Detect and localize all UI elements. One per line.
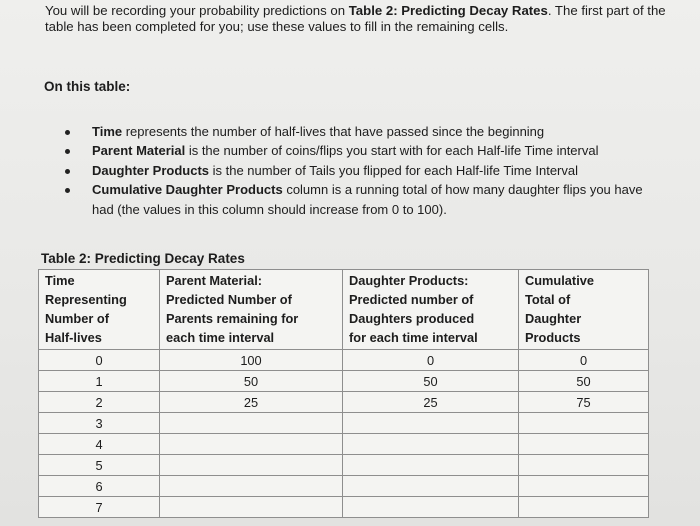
cell-daughter[interactable] [343, 413, 519, 434]
table-row [39, 434, 649, 455]
cell-cumulative[interactable]: 50 [519, 371, 649, 392]
bullet-term: Parent Material [92, 143, 186, 159]
table-row [39, 455, 649, 476]
header-daughter-products: Daughter Products: Predicted number of Daughters produced for each time interval [343, 270, 519, 350]
cell-parent[interactable] [160, 476, 343, 497]
table-row [39, 413, 649, 434]
cell-cumulative[interactable] [519, 434, 649, 455]
decay-rates-table [38, 269, 649, 518]
cell-parent[interactable]: 100 [160, 350, 343, 371]
table-row [39, 392, 649, 413]
bullet-icon [65, 188, 70, 193]
bullet-text: is the number of Tails you flipped for each Half-life Time Interval [209, 162, 579, 178]
cell-time[interactable]: 6 [39, 476, 160, 497]
cell-daughter[interactable] [343, 476, 519, 497]
cell-daughter[interactable] [343, 434, 519, 455]
cell-parent[interactable]: 25 [160, 392, 343, 413]
cell-time[interactable]: 0 [39, 350, 160, 371]
intro-text-before: You will be recording your probability predictions on [45, 3, 349, 18]
table-row [39, 350, 649, 371]
list-item [56, 161, 666, 180]
bullet-icon [65, 130, 70, 135]
cell-time[interactable]: 7 [39, 497, 160, 518]
cell-daughter[interactable] [343, 455, 519, 476]
cell-parent[interactable] [160, 497, 343, 518]
table-header-row [39, 270, 649, 350]
cell-cumulative[interactable] [519, 455, 649, 476]
cell-time[interactable]: 1 [39, 371, 160, 392]
header-time: Time Representing Number of Half-lives [39, 270, 160, 350]
table-row [39, 476, 649, 497]
cell-cumulative[interactable] [519, 413, 649, 434]
cell-cumulative[interactable] [519, 476, 649, 497]
bullet-term: Daughter Products [92, 162, 210, 178]
cell-parent[interactable] [160, 413, 343, 434]
bullet-icon [65, 149, 70, 154]
cell-parent[interactable] [160, 455, 343, 476]
cell-cumulative[interactable] [519, 497, 649, 518]
table-row [39, 497, 649, 518]
bullet-icon [65, 169, 70, 174]
list-item [56, 180, 666, 219]
bullet-text: column is a running total of how many daughter flips you have had (the values in this column should increase from 0 to 100). [92, 182, 643, 217]
definitions-list [56, 122, 666, 219]
intro-text-after: . The first part of the table has been completed for you; use these values to fill in the remaining cells. [45, 3, 666, 34]
header-parent-material: Parent Material: Predicted Number of Parents remaining for each time interval [160, 270, 343, 350]
bullet-term: Cumulative Daughter Products [92, 182, 283, 198]
cell-daughter[interactable]: 50 [343, 371, 519, 392]
cell-time[interactable]: 5 [39, 455, 160, 476]
table-row [39, 371, 649, 392]
cell-parent[interactable] [160, 434, 343, 455]
cell-daughter[interactable]: 0 [343, 350, 519, 371]
header-cumulative: Cumulative Total of Daughter Products [519, 270, 649, 350]
cell-cumulative[interactable]: 75 [519, 392, 649, 413]
cell-time[interactable]: 2 [39, 392, 160, 413]
bullet-text: represents the number of half-lives that have passed since the beginning [122, 124, 545, 139]
bullet-term: Time [92, 124, 123, 139]
bullet-text: is the number of coins/flips you start with for each Half-life Time interval [185, 143, 599, 159]
cell-time[interactable]: 4 [39, 434, 160, 455]
cell-parent[interactable]: 50 [160, 371, 343, 392]
intro-paragraph [45, 3, 685, 35]
intro-table-reference: Table 2: Predicting Decay Rates [348, 3, 548, 18]
list-item [56, 122, 666, 141]
cell-daughter[interactable]: 25 [343, 392, 519, 413]
section-heading: On this table: [44, 79, 131, 94]
cell-time[interactable]: 3 [39, 413, 160, 434]
cell-daughter[interactable] [343, 497, 519, 518]
table-caption: Table 2: Predicting Decay Rates [41, 251, 245, 266]
cell-cumulative[interactable]: 0 [519, 350, 649, 371]
list-item [56, 141, 666, 160]
